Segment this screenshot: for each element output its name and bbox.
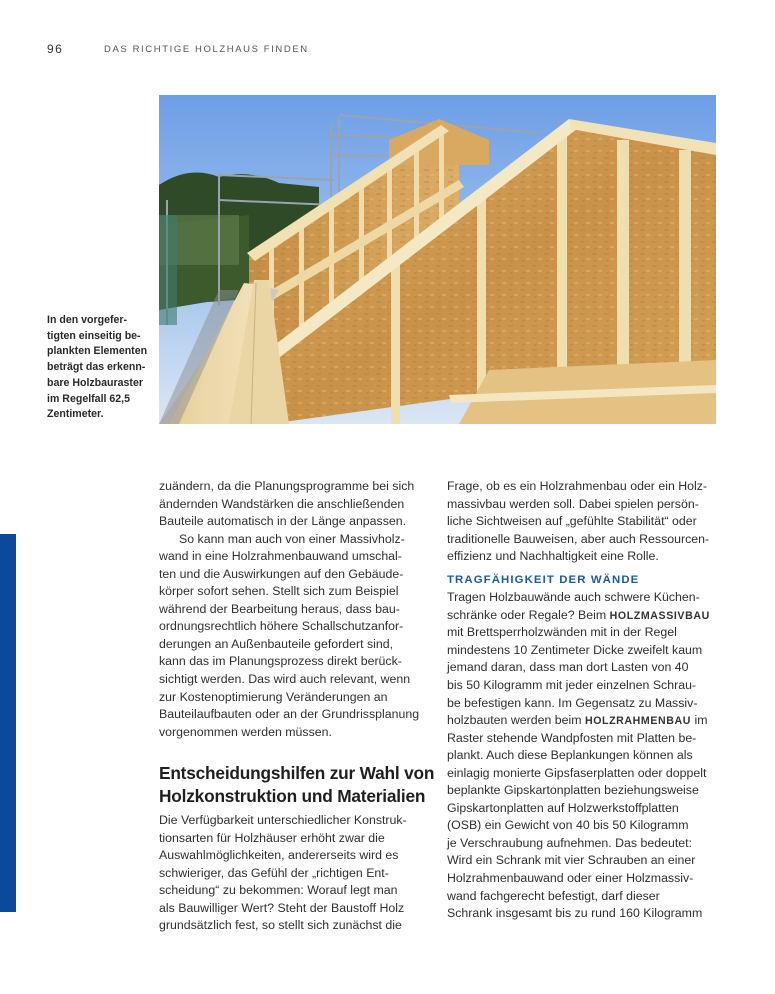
text-line: sichtigt werden. Das wird auch relevant, wenn [159, 672, 411, 687]
term-holzrahmenbau: HOLZRAHMENBAU [584, 715, 692, 728]
text-line: (OSB) ein Gewicht von 40 bis 50 Kilogramm [447, 818, 689, 833]
heading-line: Holzkonstruktion und Materialien [159, 786, 426, 807]
page-header [47, 41, 309, 57]
text-line: kann das im Planungsprozess direkt berück- [159, 654, 402, 669]
text-line: wand in eine Holzrahmenbauwand umschal- [159, 549, 402, 564]
text-line: Die Verfügbarkeit unterschiedlicher Konstruk- [159, 813, 407, 828]
text-line: Schrank insgesamt bis zu rund 160 Kilogramm [447, 906, 703, 921]
text-line: zuändern, da die Planungsprogramme bei sich [159, 479, 415, 493]
text-line: Auswahlmöglichkeiten, andererseits wird es [159, 848, 399, 863]
right-column [447, 478, 719, 923]
text-line: effizienz und Nachhaltigkeit eine Rolle. [447, 549, 659, 564]
text-run: holzbauten werden beim [447, 713, 585, 728]
text-line: derungen an Außenbauteile gefordert sind, [159, 636, 394, 651]
section-heading [159, 762, 435, 808]
text-line: So kann man auch von einer Massivholz- [179, 531, 405, 546]
text-line: liche Sichtweisen auf „gefühlte Stabilität“ oder [447, 514, 697, 529]
photo-caption [47, 313, 149, 423]
text-line: ordnungsrechtlich höhere Schallschutzanfor- [159, 619, 404, 634]
text-line: ten und die Auswirkungen auf den Gebäude- [159, 566, 404, 581]
text-line: körper sofort sehen. Stellt sich zum Beispiel [159, 584, 399, 599]
running-head: DAS RICHTIGE HOLZHAUS FINDEN [104, 43, 309, 55]
left-column [159, 478, 435, 935]
caption-line: Zentimeter. [47, 408, 104, 421]
text-line: bis 50 Kilogramm mit jeder einzelnen Schrau- [447, 678, 697, 693]
caption-line: plankten Elementen [47, 345, 148, 358]
text-line [447, 712, 719, 730]
text-line: grundsätzlich fest, so stellt sich zunächst die [159, 918, 402, 933]
text-line: tionsarten für Holzhäuser erhöht zwar die [159, 830, 385, 845]
text-line: mindestens 10 Zentimeter Dicke zweifelt kaum [447, 642, 703, 657]
heading-line: Entscheidungshilfen zur Wahl von [159, 763, 435, 784]
text-line: Bauteilaufbauten oder an der Grundrissplanung [159, 707, 420, 722]
text-line: jemand daran, dass man dort Lasten von 40 [447, 660, 689, 675]
caption-line: beträgt das erkenn- [47, 361, 146, 374]
text-line: traditionelle Bauweisen, aber auch Ressourcen- [447, 531, 710, 546]
caption-line: bare Holzbauraster [47, 376, 143, 389]
text-line: Wird ein Schrank mit vier Schrauben an einer [447, 853, 696, 868]
timber-frame-photo [159, 95, 716, 424]
text-line: plankt. Auch diese Beplankungen können als [447, 748, 693, 763]
text-line: Holzrahmenbauwand oder einer Holzmassiv- [447, 871, 694, 886]
text-line: Tragen Holzbauwände auch schwere Küchen- [447, 590, 700, 605]
text-line: be befestigen kann. Im Gegensatz zu Massiv- [447, 695, 698, 710]
caption-line: In den vorgefer- [47, 314, 128, 326]
text-line: zur Kostenoptimierung Veränderungen an [159, 689, 388, 704]
text-line: vorgenommen werden müssen. [159, 724, 332, 739]
text-line: je Verschraubung aufnehmen. Das bedeutet: [447, 835, 692, 850]
text-run: im [691, 713, 708, 728]
text-run: schränke oder Regale? Beim [447, 607, 610, 622]
text-line: massivbau werden soll. Dabei spielen persön- [447, 496, 699, 511]
text-line: wand fachgerecht befestigt, darf dieser [447, 888, 660, 903]
subheading: TRAGFÄHIGKEIT DER WÄNDE [447, 573, 640, 586]
page-number: 96 [47, 42, 64, 56]
text-line [447, 607, 719, 625]
caption-line: tigten einseitig be- [47, 329, 141, 342]
text-line: Bauteile automatisch in der Länge anpassen. [159, 514, 407, 529]
text-line: Raster stehende Wandpfosten mit Platten be- [447, 730, 697, 745]
caption-line: im Regelfall 62,5 [47, 392, 131, 405]
term-holzmassivbau: HOLZMASSIVBAU [609, 609, 710, 622]
text-line: einlagig monierte Gipsfaserplatten oder doppelt [447, 765, 707, 780]
text-line: schwieriger, das Gefühl der „richtigen Ent- [159, 865, 389, 880]
text-line: mit Brettsperrholzwänden mit in der Regel [447, 625, 677, 640]
accent-bar [0, 534, 16, 912]
text-line: Frage, ob es ein Holzrahmenbau oder ein Holz- [447, 479, 708, 493]
text-line: beplankte Gipskartonplatten beziehungsweise [447, 783, 699, 798]
text-line: Gipskartonplatten auf Holzwerkstoffplatten [447, 800, 679, 815]
text-line: ändernden Wandstärken die anschließenden [159, 496, 405, 511]
text-line: als Bauwilliger Wert? Steht der Baustoff Holz [159, 900, 405, 915]
text-line: scheidung“ zu bekommen: Worauf legt man [159, 883, 398, 898]
text-line: während der Bearbeitung heraus, dass bau- [159, 601, 400, 616]
